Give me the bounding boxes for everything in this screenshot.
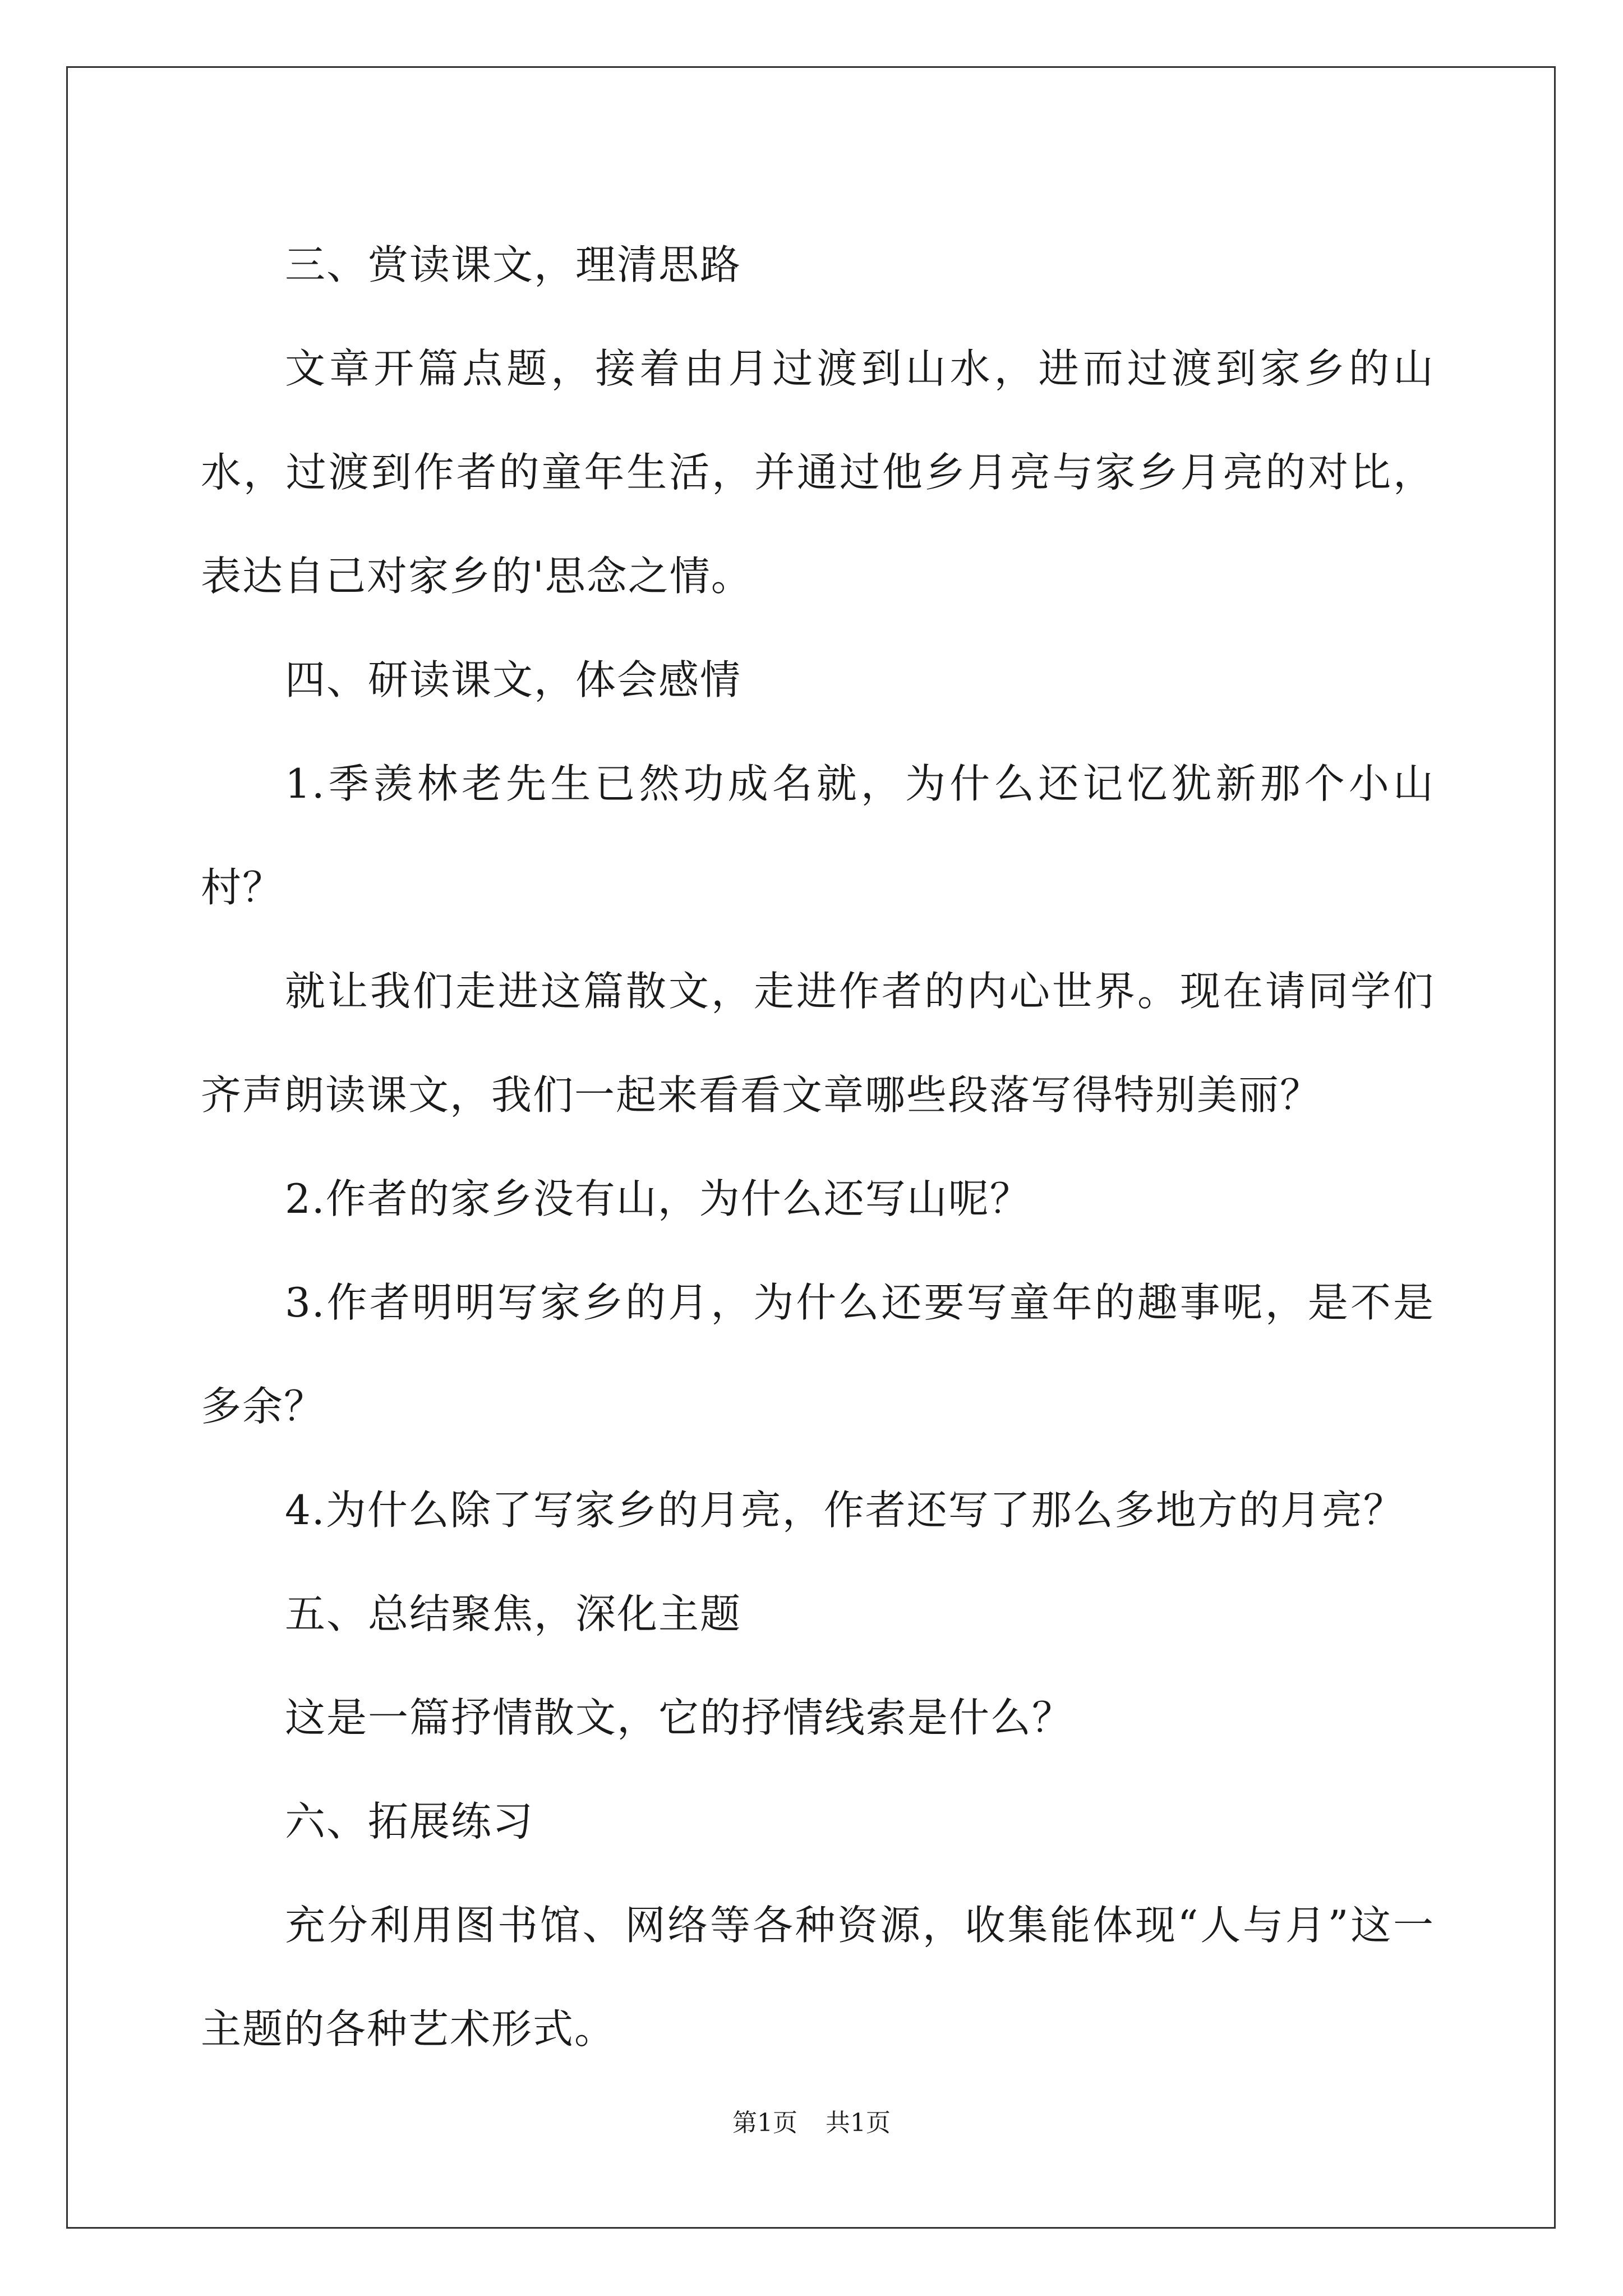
question-1: 1.季羡林老先生已然功成名就，为什么还记忆犹新那个小山村？	[201, 760, 1435, 911]
question-3: 3.作者明明写家乡的月，为什么还要写童年的趣事呢，是不是多余？	[201, 1279, 1435, 1430]
paragraph-lyric-question: 这是一篇抒情散文，它的抒情线索是什么？	[285, 1694, 1074, 1741]
section-heading-4: 四、研读课文，体会感情	[285, 656, 742, 703]
document-body	[201, 213, 1435, 2081]
paragraph-summary: 文章开篇点题，接着由月过渡到山水，进而过渡到家乡的山水，过渡到作者的童年生活，并通过他乡月亮与家乡月亮的对比，表达自己对家乡的'思念之情。	[201, 345, 1435, 600]
question-2: 2.作者的家乡没有山，为什么还写山呢？	[285, 1175, 1031, 1222]
section-heading-5: 五、总结聚焦，深化主题	[285, 1590, 742, 1637]
page-footer	[0, 2102, 1623, 2138]
page-total: 共1页	[826, 2109, 891, 2137]
question-4: 4.为什么除了写家乡的月亮，作者还写了那么多地方的月亮？	[285, 1487, 1405, 1534]
section-heading-3: 三、赏读课文，理清思路	[285, 241, 742, 288]
paragraph-reading: 就让我们走进这篇散文，走进作者的内心世界。现在请同学们齐声朗读课文，我们一起来看看文章哪些段落写得特别美丽？	[201, 968, 1435, 1119]
paragraph-extension: 充分利用图书馆、网络等各种资源，收集能体现“人与月”这一主题的各种艺术形式。	[201, 1902, 1435, 2053]
page-number: 第1页	[732, 2109, 797, 2137]
section-heading-6: 六、拓展练习	[285, 1798, 534, 1845]
